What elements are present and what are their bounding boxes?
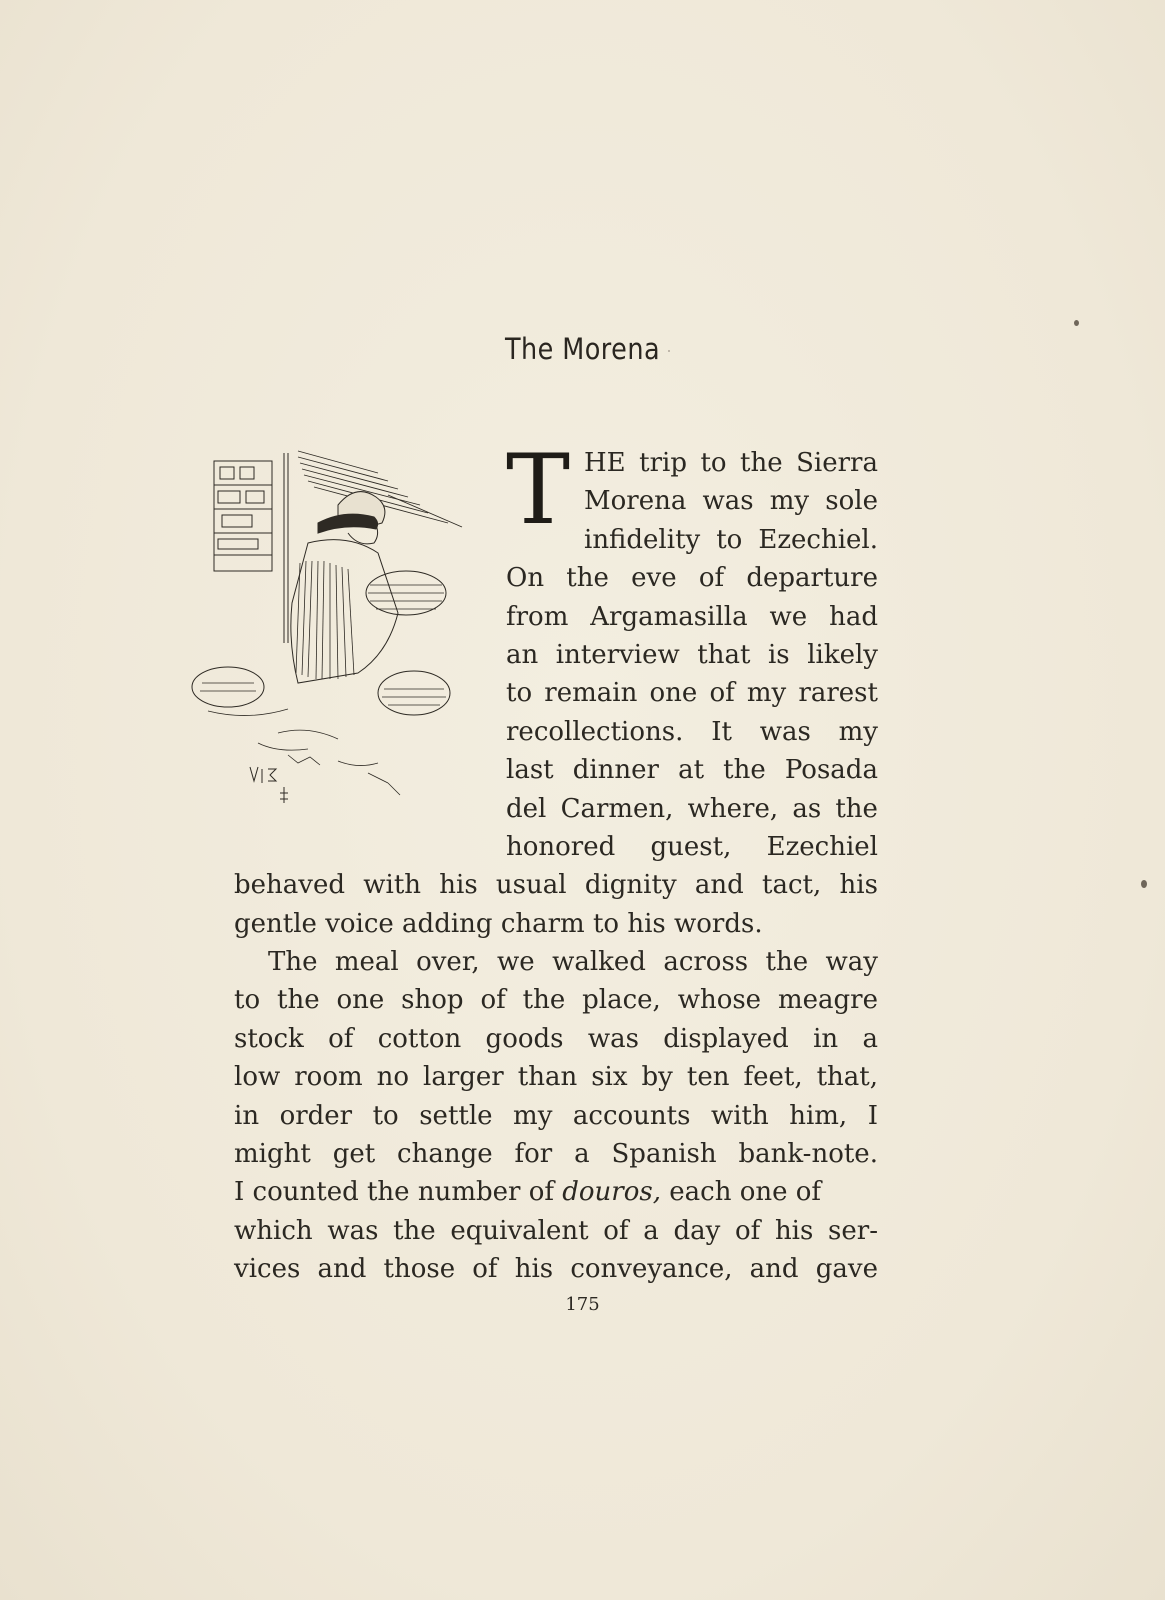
word: walked <box>552 947 646 978</box>
word: my <box>746 678 787 709</box>
word: as <box>792 793 822 824</box>
text-line <box>584 521 878 559</box>
word: interview <box>555 639 680 670</box>
word: and <box>694 870 744 901</box>
word: is <box>767 639 790 670</box>
word: shop <box>401 985 464 1016</box>
text-line <box>234 866 878 904</box>
word: equivalent <box>450 1215 589 1246</box>
word: was <box>587 1023 639 1054</box>
word: one <box>336 985 385 1016</box>
word: ser- <box>828 1215 878 1246</box>
word: displayed <box>663 1023 789 1054</box>
word: trip <box>639 448 687 478</box>
word: those <box>383 1254 456 1285</box>
word: with <box>363 870 422 901</box>
text-line <box>584 444 878 482</box>
word: at <box>678 755 705 786</box>
text-line <box>234 1097 878 1135</box>
word: we <box>769 601 808 632</box>
word: last <box>506 755 554 786</box>
body-text <box>234 434 878 1289</box>
word: with <box>710 1100 769 1131</box>
text-line <box>506 828 878 866</box>
word: of <box>603 1215 629 1246</box>
word: across <box>663 947 749 978</box>
word: that, <box>816 1062 878 1093</box>
word: place, <box>582 985 661 1016</box>
word: feet, <box>743 1062 803 1093</box>
word: his <box>439 870 478 901</box>
word: of <box>734 1215 761 1246</box>
text-line <box>234 981 878 1019</box>
word: an <box>506 639 539 670</box>
word: of <box>709 678 735 709</box>
word: Argamasilla <box>590 601 748 632</box>
word: his <box>514 1254 554 1285</box>
word: over, <box>416 947 480 978</box>
word: stock <box>234 1023 304 1054</box>
text-line <box>234 1212 878 1250</box>
word: six <box>591 1062 628 1093</box>
word: It <box>711 716 732 747</box>
word: no <box>376 1062 410 1093</box>
paper-speck <box>1141 880 1147 888</box>
word: goods <box>485 1023 564 1054</box>
word: by <box>641 1062 673 1093</box>
word: in <box>234 1100 260 1131</box>
word: to <box>234 985 261 1016</box>
word: of <box>480 985 506 1016</box>
text-line <box>506 674 878 712</box>
word: day <box>673 1215 721 1246</box>
word: than <box>517 1062 578 1093</box>
word: Ezechiel. <box>758 524 878 555</box>
word: gave <box>815 1254 878 1285</box>
word: bank-note. <box>738 1139 878 1170</box>
drop-cap: T <box>506 434 571 546</box>
word: infidelity <box>584 524 701 555</box>
word: and <box>317 1254 367 1285</box>
word: the <box>277 985 320 1016</box>
text-line <box>506 790 878 828</box>
page-number: 175 <box>565 1294 600 1315</box>
word: ten <box>686 1062 730 1093</box>
word: behaved <box>234 870 345 901</box>
word: I <box>867 1100 878 1131</box>
word: dinner <box>572 755 659 786</box>
word: dignity <box>584 870 677 901</box>
word: was <box>759 716 811 747</box>
text-line-with-italic <box>234 1173 878 1211</box>
word: the <box>723 755 766 786</box>
word: conveyance, <box>570 1254 733 1285</box>
word: the <box>835 793 878 824</box>
word: his <box>774 1215 814 1246</box>
word: Sierra <box>796 448 878 478</box>
word: likely <box>807 639 878 670</box>
word: accounts <box>572 1100 691 1131</box>
word: to <box>506 678 533 709</box>
paper-speck <box>1074 320 1079 326</box>
text-line <box>234 1058 878 1096</box>
word: one <box>649 678 698 709</box>
word: change <box>397 1139 493 1170</box>
word: sole <box>825 486 878 517</box>
word: rarest <box>798 678 878 709</box>
text-line <box>506 559 878 597</box>
text-line <box>584 482 878 520</box>
word: had <box>829 601 878 632</box>
word: him, <box>789 1100 848 1131</box>
word: tact, <box>762 870 822 901</box>
word: HE <box>584 448 626 478</box>
word: Morena <box>584 486 687 517</box>
text-segment: each one of <box>669 1177 822 1208</box>
word: guest, <box>650 831 732 862</box>
word: of <box>472 1254 498 1285</box>
word: order <box>279 1100 353 1131</box>
word: larger <box>423 1062 504 1093</box>
word: usual <box>495 870 567 901</box>
word: to <box>716 524 743 555</box>
word: the <box>740 448 783 478</box>
word: in <box>813 1023 839 1054</box>
word: way <box>825 947 878 978</box>
text-line <box>506 713 878 751</box>
text-line <box>506 598 878 636</box>
word: the <box>522 985 566 1016</box>
word: a <box>643 1215 659 1246</box>
text-line <box>234 943 878 981</box>
word: eve <box>631 563 677 594</box>
word: Ezechiel <box>766 831 878 862</box>
running-head: The Morena <box>504 332 661 366</box>
word: room <box>294 1062 363 1093</box>
word: get <box>332 1139 376 1170</box>
word: low <box>234 1062 281 1093</box>
text-segment: I counted the number of <box>234 1177 554 1208</box>
word: his <box>839 870 878 901</box>
word: honored <box>506 831 616 862</box>
word: meal <box>334 947 399 978</box>
word: my <box>513 1100 553 1131</box>
word: my <box>838 716 878 747</box>
word: for <box>514 1139 553 1170</box>
word: meagre <box>777 985 878 1016</box>
word: recollections. <box>506 716 684 747</box>
word: the <box>765 947 809 978</box>
word: which <box>234 1215 313 1246</box>
word: the <box>566 563 609 594</box>
word: of <box>698 563 725 594</box>
word: from <box>506 601 569 632</box>
word: vices <box>234 1254 301 1285</box>
word: of <box>328 1023 354 1054</box>
text-line: gentle voice adding charm to his words. <box>234 908 763 939</box>
word: was <box>702 486 754 517</box>
word: settle <box>419 1100 493 1131</box>
word: del <box>506 793 547 824</box>
text-line <box>234 1135 878 1173</box>
word: my <box>769 486 810 517</box>
word: remain <box>544 678 638 709</box>
word: we <box>497 947 535 978</box>
word: that <box>697 639 751 670</box>
word: On <box>506 563 545 594</box>
word: departure <box>746 563 878 594</box>
word: to <box>372 1100 399 1131</box>
word: and <box>749 1254 799 1285</box>
word: The <box>268 947 318 978</box>
word: cotton <box>377 1023 462 1054</box>
text-line <box>234 1020 878 1058</box>
word: might <box>234 1139 311 1170</box>
word: to <box>700 448 727 478</box>
paper-speck <box>668 350 670 352</box>
word: Spanish <box>611 1139 717 1170</box>
word: whose <box>677 985 762 1016</box>
word: a <box>574 1139 590 1170</box>
word: was <box>327 1215 379 1246</box>
italic-word: douros, <box>562 1177 661 1208</box>
word: the <box>393 1215 436 1246</box>
text-line <box>234 1250 878 1288</box>
word: Posada <box>784 755 878 786</box>
word: a <box>862 1023 878 1054</box>
word: Carmen, <box>560 793 674 824</box>
text-line <box>506 636 878 674</box>
word: where, <box>687 793 779 824</box>
text-line <box>506 751 878 789</box>
